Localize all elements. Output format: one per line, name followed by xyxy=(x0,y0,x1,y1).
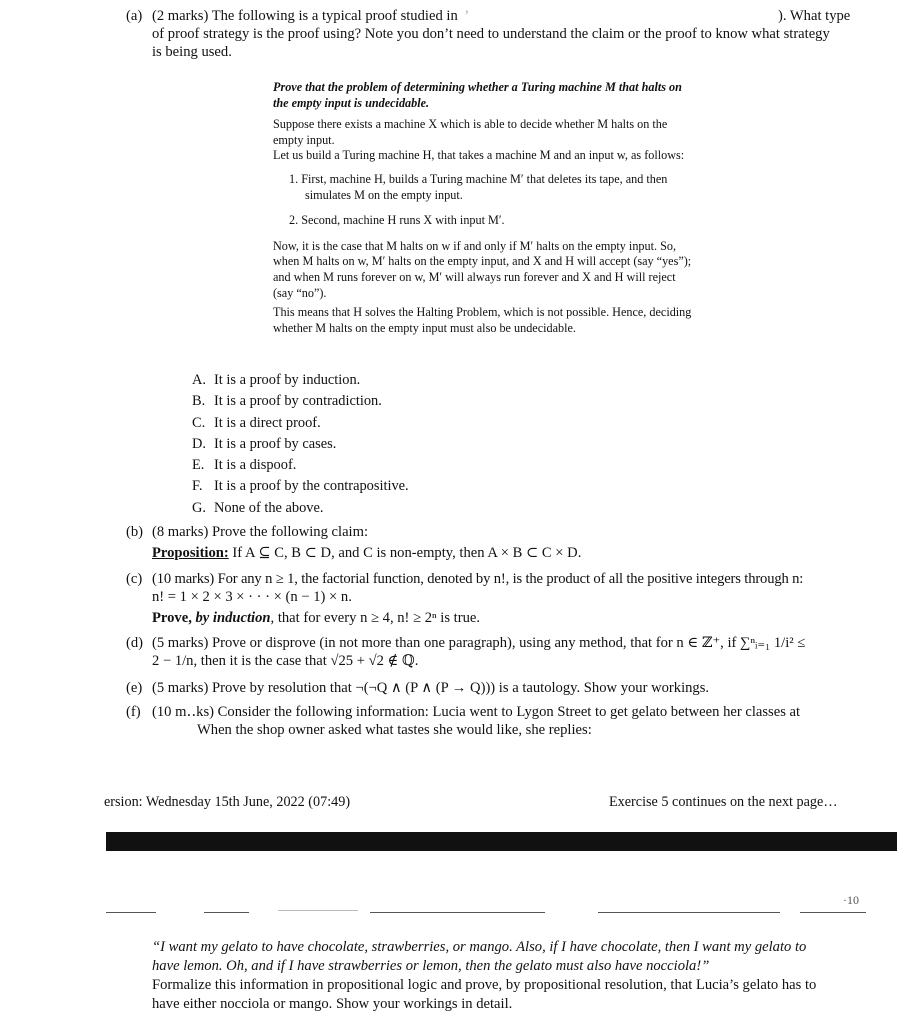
footer-version: ersion: Wednesday 15th June, 2022 (07:49) xyxy=(104,794,351,810)
question-a-line1-tail: ). What type xyxy=(778,8,851,24)
option-f[interactable]: F. It is a proof by the contrapositive. xyxy=(192,478,409,495)
proof-p4a: This means that H solves the Halting Problem, which is not possible. Hence, deciding xyxy=(273,305,692,320)
proposition-text: If A ⊆ C, B ⊂ D, and C is non-empty, then A × B ⊂ C × D. xyxy=(232,545,582,561)
proof-step2: 2. Second, machine H runs X with input M′. xyxy=(289,213,505,228)
answer-options xyxy=(192,370,409,519)
proof-step1a: 1. First, machine H, builds a Turing machine M′ that deletes its tape, and then xyxy=(289,171,668,186)
next-page-content xyxy=(152,938,867,1014)
option-b[interactable]: B. It is a proof by contradiction. xyxy=(192,393,382,410)
header-rule xyxy=(370,912,545,913)
quote-line1: “I want my gelato to have chocolate, strawberries, or mango. Also, if I have chocolate, then I want my gelato to xyxy=(152,939,807,955)
question-d-label: (d) xyxy=(126,635,144,651)
task-line2: have either nocciola or mango. Show your workings in detail. xyxy=(152,996,513,1012)
proof-p3c: and when M runs forever on w, M′ will always run forever and X and H will reject xyxy=(273,269,676,284)
question-f-line1: (10 m‥ks) Consider the following information: Lucia went to Lygon Street to get gelato between her classes at xyxy=(152,704,801,720)
question-c-line2: n! = 1 × 2 × 3 × · · · × (n − 1) × n. xyxy=(152,589,352,605)
question-d-line1: (5 marks) Prove or disprove (in not more than one paragraph), using any method, that for n ∈ ℤ⁺, if ∑ⁿᵢ₌₁ 1/i² ≤ xyxy=(152,635,806,651)
proof-title-line2: the empty input is undecidable. xyxy=(273,95,430,110)
question-a-line2: of proof strategy is the proof using? Note you don’t need to understand the claim or the proof to know what strategy xyxy=(152,26,830,42)
question-e-line1: (5 marks) Prove by resolution that ¬(¬Q ∧ (P ∧ (P → Q))) is a tautology. Show your workings. xyxy=(152,680,710,696)
page-corner-mark: ·10 xyxy=(843,893,859,907)
question-c-label: (c) xyxy=(126,571,143,587)
task-line1: Formalize this information in propositional logic and prove, by propositional resolution, that Lucia’s gelato has to xyxy=(152,977,817,993)
question-d-line2: 2 − 1/n, then it is the case that √25 + √2 ∉ ℚ. xyxy=(152,653,419,669)
footer-continues: Exercise 5 continues on the next page… xyxy=(609,794,838,810)
option-d[interactable]: D. It is a proof by cases. xyxy=(192,435,337,452)
header-rule xyxy=(800,912,866,913)
proof-p3a: Now, it is the case that M halts on w if and only if M′ halts on the empty input. So, xyxy=(273,238,677,253)
header-rule xyxy=(106,912,156,913)
question-f-line2: When the shop owner asked what tastes she would like, she replies: xyxy=(197,722,592,738)
question-a-line1: (2 marks) The following is a typical proof studied in ’ xyxy=(152,8,470,24)
question-a-line3: is being used. xyxy=(152,44,232,60)
question-e-label: (e) xyxy=(126,680,143,696)
option-a[interactable]: A. It is a proof by induction. xyxy=(192,372,361,388)
proposition xyxy=(152,544,866,562)
proof-step1b: simulates M on the empty input. xyxy=(305,187,463,202)
question-a-label: (a) xyxy=(126,8,143,24)
proof-p3d: (say “no”). xyxy=(273,285,327,300)
question-f-label: (f) xyxy=(126,704,141,720)
proof-p3b: when M halts on w, M′ halts on the empty input, and X and H will accept (say “yes”); xyxy=(273,254,692,269)
question-c-line1: (10 marks) For any n ≥ 1, the factorial function, denoted by n!, is the product of all the positive integers through n: xyxy=(152,571,804,587)
proof-title-line1: Prove that the problem of determining whether a Turing machine M that halts on xyxy=(273,80,682,94)
proof-excerpt xyxy=(273,80,739,336)
question-c-prove: Prove, by induction, that for every n ≥ 4, n! ≥ 2ⁿ is true. xyxy=(152,610,480,626)
option-g[interactable]: G. None of the above. xyxy=(192,499,324,516)
option-e[interactable]: E. It is a dispoof. xyxy=(192,457,297,474)
question-b-line1: (8 marks) Prove the following claim: xyxy=(152,524,369,540)
page-break-bar xyxy=(106,832,897,851)
question-b-label: (b) xyxy=(126,524,144,540)
quote-line2: have lemon. Oh, and if I have strawberries or lemon, then the gelato must also have nocciola!” xyxy=(152,958,710,974)
header-rule xyxy=(598,912,780,913)
proof-p4b: whether M halts on the empty input must also be undecidable. xyxy=(273,320,576,335)
proposition-label: Proposition: xyxy=(152,545,229,561)
proof-p1b: empty input. xyxy=(273,132,335,147)
header-rule xyxy=(278,910,358,911)
option-c[interactable]: C. It is a direct proof. xyxy=(192,414,321,431)
proof-p1a: Suppose there exists a machine X which is able to decide whether M halts on the xyxy=(273,117,668,132)
header-rule xyxy=(204,912,249,913)
proof-p2: Let us build a Turing machine H, that takes a machine M and an input w, as follows: xyxy=(273,148,685,163)
